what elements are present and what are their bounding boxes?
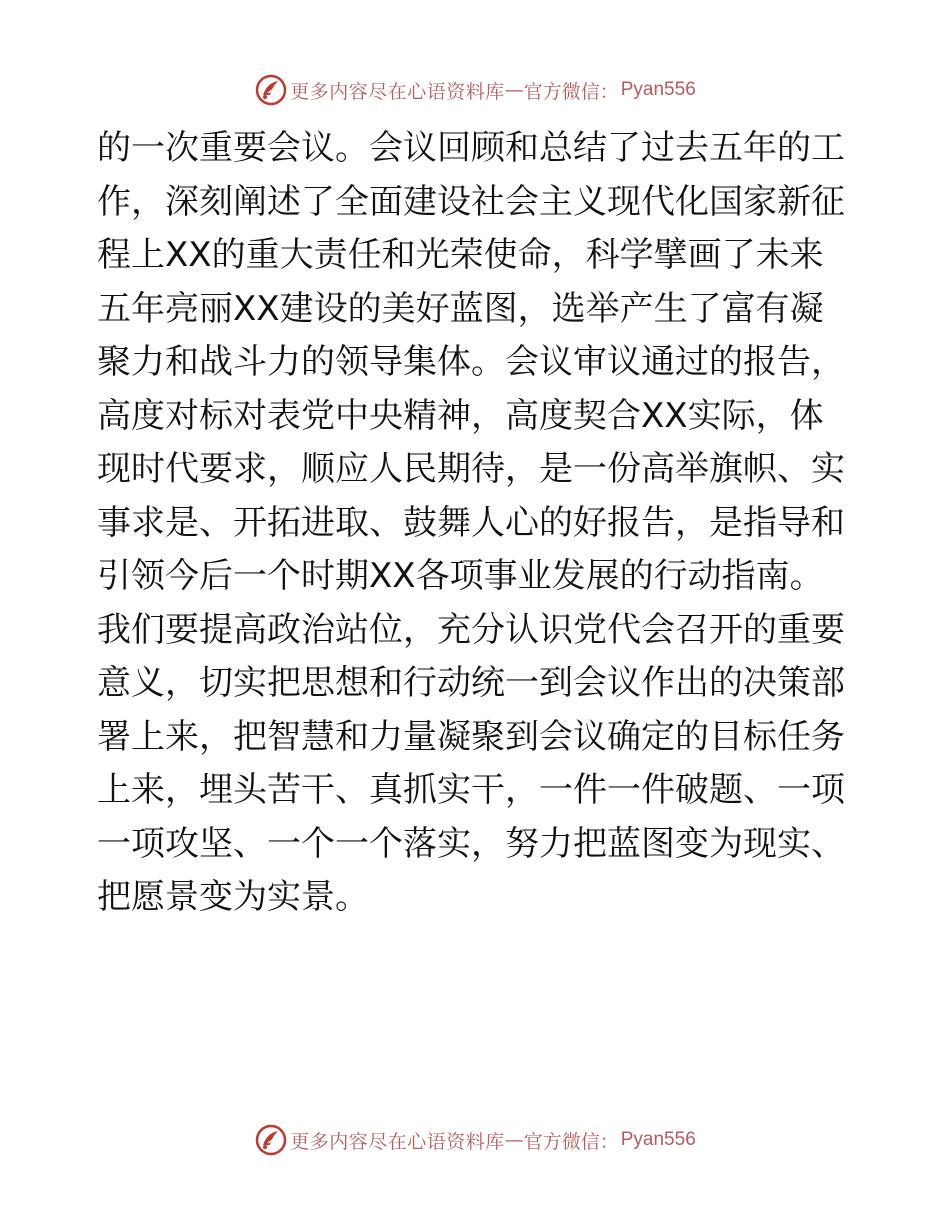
header-banner <box>0 72 950 108</box>
banner-official-label: 官方微信： <box>523 80 619 103</box>
body-line: 聚力和战斗力的领导集体。会议审议通过的报告， <box>97 342 845 382</box>
body-line: 引领今后一个时期XX各项事业发展的行动指南。 <box>97 556 824 596</box>
body-line: 一项攻坚、一个一个落实，努力把蓝图变为现实、 <box>97 823 845 864</box>
body-line: 现时代要求，顺应人民期待，是一份高举旗帜、实 <box>97 449 845 489</box>
body-line: 程上XX的重大责任和光荣使命，科学擘画了未来 <box>97 235 824 275</box>
body-line: 把愿景变为实景。 <box>97 877 369 917</box>
banner-wechat-id: Pyan556 <box>620 1129 696 1150</box>
body-line: 五年亮丽XX建设的美好蓝图，选举产生了富有凝 <box>97 288 824 329</box>
body-line: 署上来，把智慧和力量凝聚到会议确定的目标任务 <box>97 716 845 757</box>
banner-official-label: 官方微信： <box>523 1130 619 1153</box>
logo-icon <box>254 73 288 107</box>
document-body <box>97 122 857 925</box>
logo-icon <box>254 1123 288 1157</box>
banner-slogan: 更多内容尽在心语资料库 <box>290 80 505 103</box>
banner-separator: — <box>504 79 524 101</box>
body-line: 事求是、开拓进取、鼓舞人心的好报告，是指导和 <box>97 502 845 543</box>
body-line: 我们要提高政治站位，充分认识党代会召开的重要 <box>97 609 845 650</box>
body-line: 意义，切实把思想和行动统一到会议作出的决策部 <box>97 663 845 703</box>
body-line: 作，深刻阐述了全面建设社会主义现代化国家新征 <box>97 181 845 222</box>
banner-wechat-id: Pyan556 <box>620 79 696 100</box>
body-line: 的一次重要会议。会议回顾和总结了过去五年的工 <box>97 128 845 168</box>
body-line: 高度对标对表党中央精神，高度契合XX实际，体 <box>97 395 824 436</box>
body-line: 上来，埋头苦干、真抓实干，一件一件破题、一项 <box>97 770 845 810</box>
footer-banner <box>0 1122 950 1158</box>
banner-separator: — <box>504 1129 524 1151</box>
banner-slogan: 更多内容尽在心语资料库 <box>290 1130 505 1153</box>
